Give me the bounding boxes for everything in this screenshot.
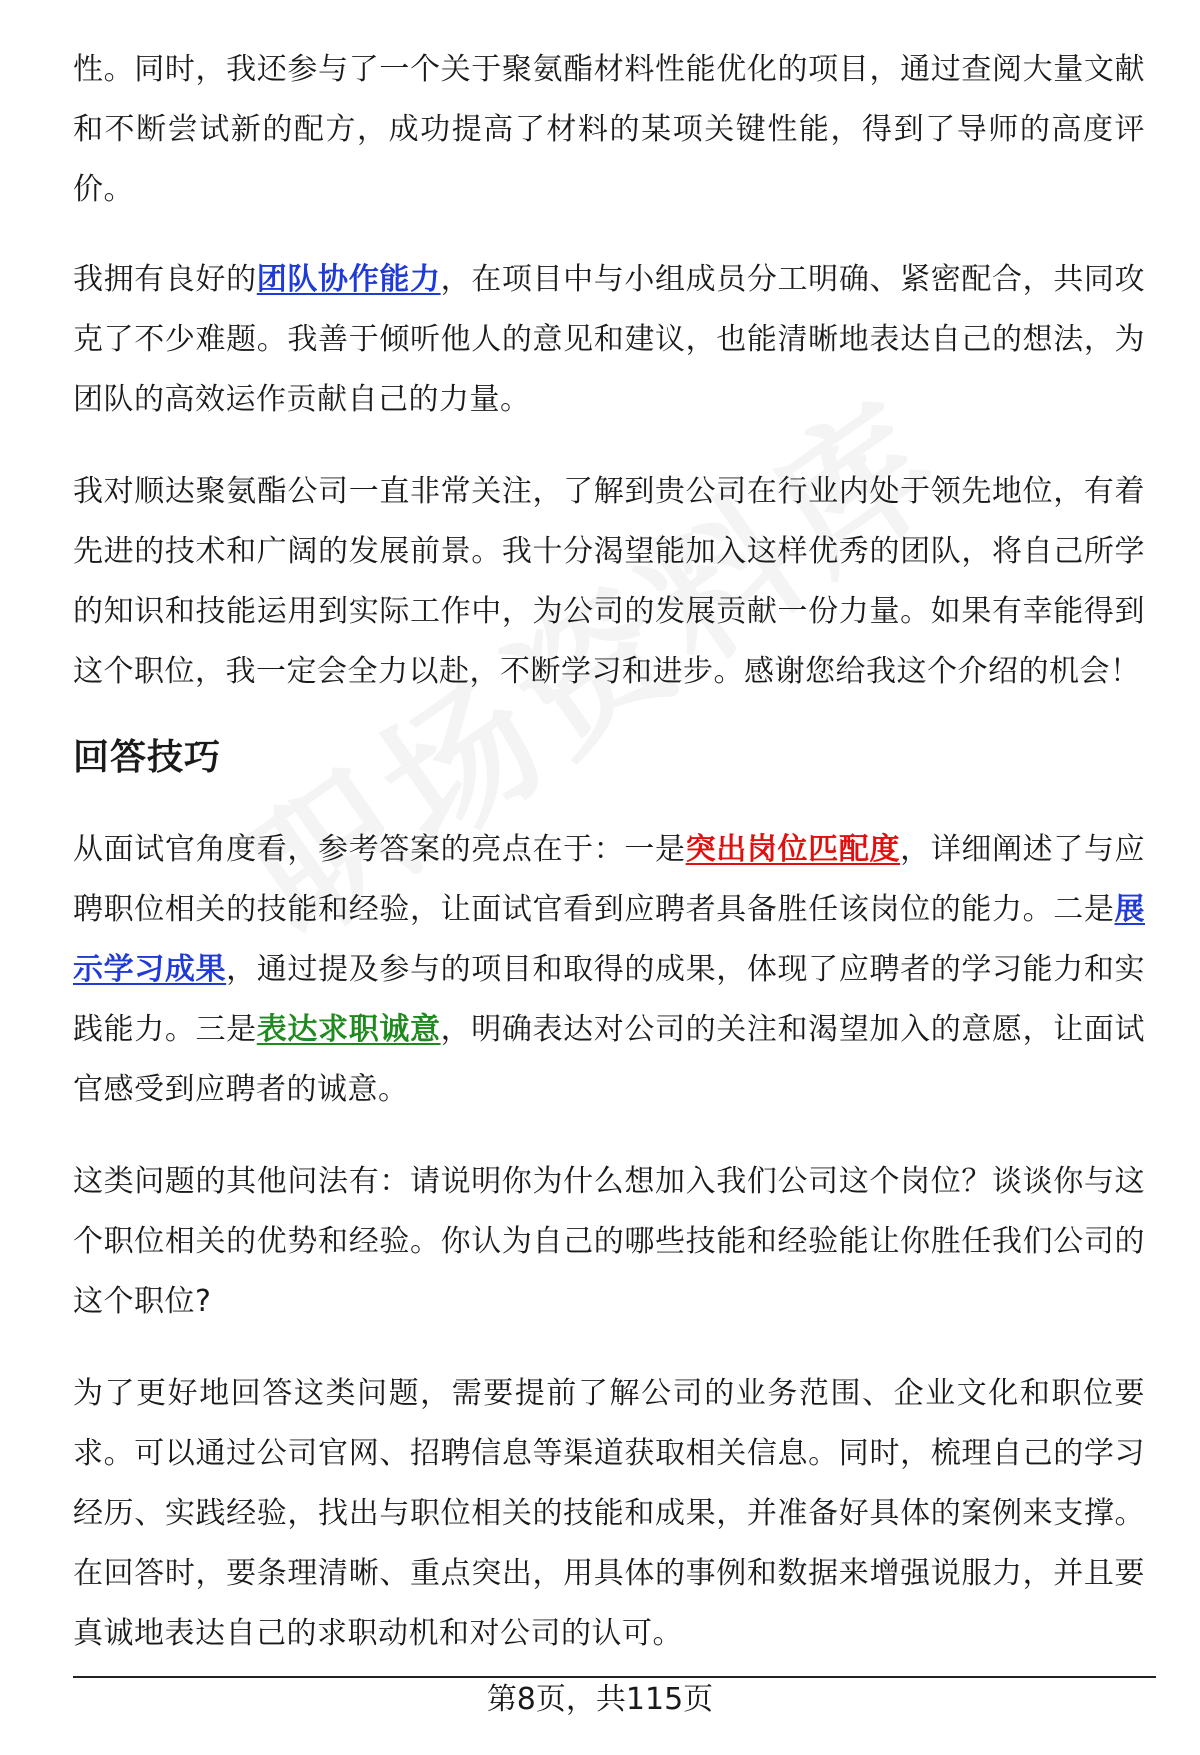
paragraph-company-interest: 我对顺达聚氨酯公司一直非常关注，了解到贵公司在行业内处于领先地位，有着先进的技术和广阔的发展前景。我十分渴望能加入这样优秀的团队，将自己所学的知识和技能运用到实际工作中，为公司的发展贡献一份力量。如果有幸能得到这个职位，我一定会全力以赴，不断学习和进步。感谢您给我这个介绍的机会！ [73, 474, 1145, 689]
paragraph-teamwork-body: ，在项目中与小组成员分工明确、紧密配合，共同攻克了不少难题。我善于倾听他人的意见和建议，也能清晰地表达自己的想法，为团队的高效运作贡献自己的力量。 [73, 262, 1146, 417]
document-page [73, 40, 1145, 1696]
paragraph-teamwork-lead: 我拥有良好的 [73, 262, 257, 297]
paragraph-preparation-advice: 为了更好地回答这类问题，需要提前了解公司的业务范围、企业文化和职位要求。可以通过公司官网、招聘信息等渠道获取相关信息。同时，梳理自己的学习经历、实践经验，找出与职位相关的技能和成果，并准备好具体的案例来支撑。在回答时，要条理清晰、重点突出，用具体的事例和数据来增强说服力，并且要真诚地表达自己的求职动机和对公司的认可。 [73, 1376, 1145, 1651]
highlight-teamwork: 团队协作能力 [256, 262, 441, 297]
highlights-part-d: ，明确表达对公司的关注和渴望加入的意愿，让面试官感受到应聘者的诚意。 [73, 1012, 1146, 1107]
highlights-part-c: ，通过提及参与的项目和取得的成果，体现了应聘者的学习能力和实践能力。三是 [73, 952, 1146, 1047]
highlight-job-match: 突出岗位匹配度 [685, 832, 901, 867]
highlight-sincerity: 表达求职诚意 [256, 1012, 441, 1047]
paragraph-teamwork [73, 250, 1145, 430]
paragraph-highlights [73, 820, 1145, 1120]
highlights-part-b: ，详细阐述了与应聘职位相关的技能和经验，让面试官看到应聘者具备胜任该岗位的能力。二是 [73, 832, 1146, 927]
paragraph-project-experience: 性。同时，我还参与了一个关于聚氨酯材料性能优化的项目，通过查阅大量文献和不断尝试新的配方，成功提高了材料的某项关键性能，得到了导师的高度评价。 [73, 52, 1145, 207]
section-heading-answer-tips: 回答技巧 [73, 737, 222, 778]
page-number: 第8页，共115页 [486, 1682, 714, 1717]
highlight-learning-results: 展示学习成果 [73, 892, 1145, 987]
paragraph-other-phrasings: 这类问题的其他问法有：请说明你为什么想加入我们公司这个岗位？谈谈你与这个职位相关的优势和经验。你认为自己的哪些技能和经验能让你胜任我们公司的这个职位? [73, 1164, 1145, 1319]
footer-divider [73, 1676, 1156, 1678]
highlights-intro: 从面试官角度看，参考答案的亮点在于：一是 [73, 832, 686, 867]
